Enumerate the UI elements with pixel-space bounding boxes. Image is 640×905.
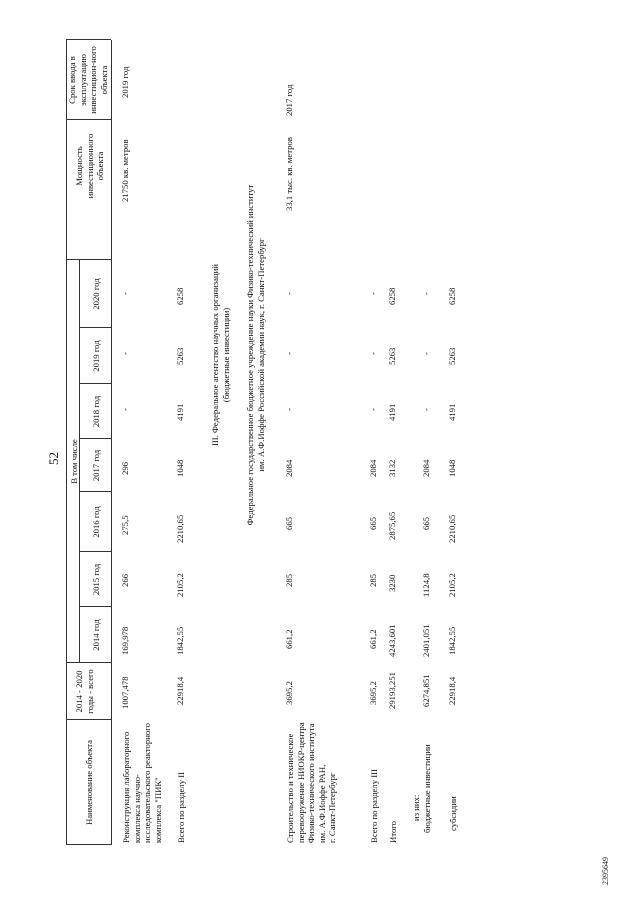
header-name: Наименование объекта — [84, 739, 94, 826]
cell-2019: 5263 — [387, 347, 397, 365]
cell-commission: 2019 год — [120, 66, 130, 98]
cell-2019: 5263 — [447, 347, 457, 365]
cell-2018: - — [421, 408, 431, 411]
cell-total: 22918,4 — [175, 676, 185, 705]
cell-2014: 1842,55 — [447, 626, 457, 655]
cell-2018: - — [284, 408, 294, 411]
cell-2014: 2401,051 — [421, 624, 431, 657]
header-year-2018: 2018 год — [91, 395, 101, 428]
cell-2014: 661,2 — [284, 629, 294, 649]
cell-2016: 2875,65 — [387, 511, 397, 540]
cell-2016: 275,5 — [120, 515, 130, 535]
cell-total: 1007,478 — [120, 676, 130, 709]
header-year-2020: 2020 год — [91, 278, 101, 310]
cell-2018: 4191 — [387, 403, 397, 421]
table-top-border — [66, 40, 67, 845]
cell-total: 6274,851 — [421, 674, 431, 707]
cell-2017: 1048 — [447, 459, 457, 477]
cell-2019: - — [368, 352, 378, 355]
header-commission: Срок ввода в эксплуатацию инвестицион-ного объекта — [67, 46, 109, 114]
cell-2015: 2105,2 — [447, 573, 457, 597]
cell-2014: 661,2 — [368, 629, 378, 649]
cell-2018: 4191 — [175, 403, 185, 421]
column-border — [66, 119, 111, 120]
cell-capacity: 21750 кв. метров — [120, 139, 130, 202]
header-year-2016: 2016 год — [91, 506, 101, 538]
cell-2016: 2210,65 — [175, 514, 185, 543]
cell-2016: 665 — [368, 516, 378, 530]
header-incl: В том числе — [69, 439, 79, 484]
document-code: 2395649 — [601, 857, 610, 885]
cell-2020: - — [120, 292, 130, 295]
cell-2020: 6258 — [175, 287, 185, 305]
cell-2016: 665 — [421, 516, 431, 530]
cell-2019: - — [421, 352, 431, 355]
header-year-2014: 2014 год — [91, 619, 101, 651]
column-border — [66, 39, 111, 40]
page-number: 52 — [46, 452, 61, 465]
header-total: 2014 - 2020 годы - всего — [74, 669, 95, 714]
cell-2017: 1048 — [175, 459, 185, 477]
cell-2018: - — [368, 408, 378, 411]
cell-2018: 4191 — [447, 403, 457, 421]
cell-2014: 1842,55 — [175, 626, 185, 655]
row-name: из них: бюджетные инвестиции — [411, 744, 432, 833]
cell-2016: 665 — [284, 516, 294, 530]
cell-2017: 2084 — [368, 459, 378, 477]
cell-2019: - — [284, 352, 294, 355]
cell-2017: 2084 — [421, 459, 431, 477]
cell-2019: - — [120, 352, 130, 355]
cell-2015: 1124,8 — [421, 573, 431, 597]
cell-total: 29193,251 — [387, 672, 397, 709]
cell-total: 22918,4 — [447, 676, 457, 705]
cell-2015: 285 — [284, 573, 294, 587]
cell-2017: 3132 — [387, 459, 397, 477]
header-year-2017: 2017 год — [91, 449, 101, 482]
cell-capacity: 33,1 тыс. кв. метров — [284, 137, 294, 211]
cell-total: 3695,2 — [284, 681, 294, 705]
row-name: Строительство и техническое перевооружение НИОКР-центра Физико-технического института им. А.Ф.Иоффе РАН, г. Санкт-Петербург — [285, 722, 338, 843]
cell-2014: 4243,601 — [387, 624, 397, 657]
cell-2015: 266 — [120, 573, 130, 587]
row-name: Итого — [388, 821, 398, 843]
cell-2020: 6258 — [387, 287, 397, 305]
cell-2020: - — [284, 292, 294, 295]
section-title: III. Федеральное агентство научных организаций (бюджетные инвестиции) — [210, 264, 231, 446]
cell-total: 3695,2 — [368, 681, 378, 705]
row-name: Всего по разделу II — [176, 771, 186, 843]
cell-2020: - — [368, 292, 378, 295]
row-name: Всего по разделу III — [369, 769, 379, 843]
cell-2014: 169,978 — [120, 626, 130, 655]
cell-2015: 285 — [368, 573, 378, 587]
cell-commission: 2017 год — [284, 84, 294, 116]
header-year-2019: 2019 год — [91, 340, 101, 372]
cell-2017: 296 — [120, 461, 130, 475]
cell-2017: 2084 — [284, 459, 294, 477]
header-year-2015: 2015 год — [91, 563, 101, 596]
cell-2019: 5263 — [175, 347, 185, 365]
organization-title: Федеральное государственное бюджетное учреждение науки Физико-технический институт им. А.Ф.Иоффе Российской академии наук, г. Санкт-Петербург — [245, 184, 266, 526]
row-name: Реконструкция лабораторного комплекса научно- исследовательского реакторного комплекса "ПИК" — [121, 723, 163, 843]
cell-2020: - — [421, 292, 431, 295]
cell-2018: - — [120, 408, 130, 411]
header-capacity: Мощность инвестиционного объекта — [74, 133, 106, 199]
row-name: субсидии — [448, 796, 458, 831]
cell-2016: 2210,65 — [447, 514, 457, 543]
cell-2020: 6258 — [447, 287, 457, 305]
cell-2015: 3230 — [387, 574, 397, 592]
cell-2015: 2105,2 — [175, 573, 185, 597]
table-header-bottom-border — [111, 40, 112, 845]
